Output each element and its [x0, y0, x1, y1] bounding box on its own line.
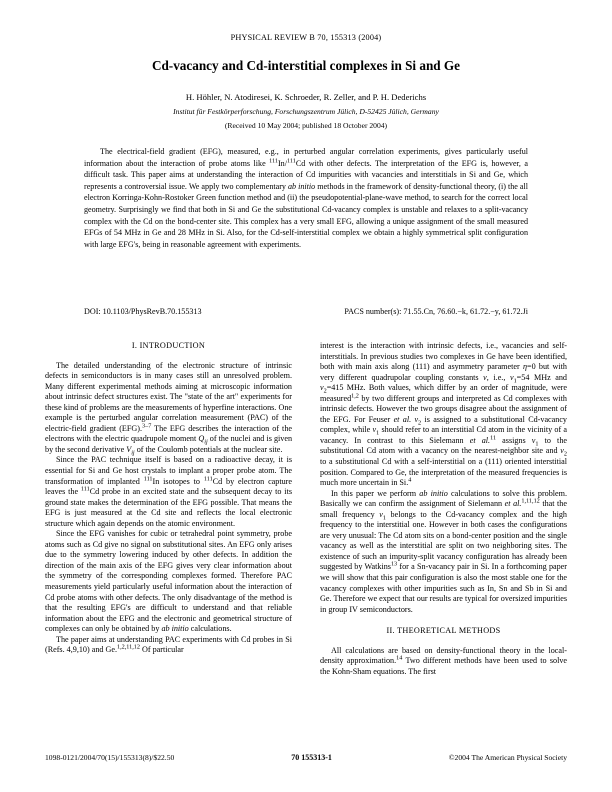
left-column [45, 341, 292, 656]
section-heading-theoretical-methods: II. THEORETICAL METHODS [386, 626, 501, 636]
page-title: Cd-vacancy and Cd-interstitial complexes in Si and Ge [151, 58, 461, 73]
pacs: PACS number(s): 71.55.Cn, 76.60.−k, 61.72.−y, 61.72.Ji [344, 307, 528, 316]
right-column [320, 341, 567, 677]
doi-pacs-line [84, 307, 528, 316]
footer-page-number: 70 155313-1 [291, 753, 332, 762]
journal-header: PHYSICAL REVIEW B 70, 155313 (2004) [230, 33, 382, 42]
body-columns [45, 341, 567, 741]
footer-right: ©2004 The American Physical Society [448, 753, 567, 762]
paragraph: In this paper we perform ab initio calculations to solve this problem. Basically we can confirm the assignment of Sielemann et al.$^{1,11,12}$ that the small frequency $\nu_1$ belongs to the Cd-vacancy complex and the high frequency to the interstitial one. However in both cases the configurations are very unusual: The Cd atom sits on a bond-center position and the single vacancy as well as the interstitial are split on two neighboring sites. The existence of such an impurity-split vacancy configuration has already been suggested by Watkins$^{13}$ for a Sn-vacancy pair in Si. In a forthcoming paper we will show that this pair configuration is also the most stable one for the vacancy complexes with other impurities such as In, Sn and Sb in Si and Ge. Therefore we expect that our results are typical for oversized impurities in group IV semiconductors. [320, 488, 567, 614]
author-list: H. Höhler, N. Atodiresei, K. Schroeder, R. Zeller, and P. H. Dederichs [185, 92, 427, 102]
paragraph: interest is the interaction with intrinsic defects, i.e., vacancies and self-interstitials. In previous studies two complexes in Ge have been identified, both with main axis along (111) and asymmetry parameter η=0 but with very different quadrupolar coupling constants ν, i.e., $\nu_1=54$ MHz and $\nu_2=415$ MHz. Both values, which differ by an order of magnitude, were measured$^{1,2}$ by two different groups and interpreted as Cd complexes with intrinsic defects. However the two groups disagree about the assignment of the EFG. For Feuser et al. $\nu_2$ is assigned to a substitutional Cd-vacancy complex, while $\nu_1$ should refer to an interstitial Cd atom in the vicinity of a vacancy. In contrast to this Sielemann et al.$^{11}$ assigns $\nu_1$ to the substitutional Cd atom with a vacancy on the nearest-neighbor site and $\nu_2$ to a substitutional Cd with a self-interstitial on a (111) oriented interstitial position. Compared to Ge, the interpretation of the measured frequencies is much more uncertain in Si.$^4$ [320, 341, 568, 488]
doi: DOI: 10.1103/PhysRevB.70.155313 [84, 307, 202, 316]
paragraph: The paper aims at understanding PAC experiments with Cd probes in Si (Refs. 4,9,10) and Ge.$^{1,2,11,12}$ Of particular [45, 634, 292, 655]
page-footer [45, 753, 567, 762]
abstract: The electrical-field gradient (EFG), measured, e.g., in perturbed angular correlation experiments, gives particularly useful information about the interaction of probe atoms like $^{111}$In/$^{111}$Cd with other defects. The interpretation of the EFG is, however, a difficult task. This paper aims at understanding the interaction of Cd impurities with vacancies and interstitials in Si and Ge, which represents a controversial issue. We apply two complementary ab initio methods in the framework of density-functional theory, (i) the all electron Korringa-Kohn-Rostoker Green function method and (ii) the pseudopotential-plane-wave method, to search for the correct local geometry. Surprisingly we find that both in Si and Ge the substitutional Cd-vacancy complex is unstable and relaxes to a split-vacancy complex with the Cd on the bond-center site. This complex has a very small EFG, allowing a unique assignment of the small measured EFGs of 54 MHz in Ge and 28 MHz in Si. Also, for the Cd-self-interstitial complex we obtain a highly symmetrical split configuration with large EFG's, being in reasonable agreement with experiments. [84, 147, 529, 249]
affiliation: Institut für Festkörperforschung, Forschungszentrum Jülich, D-52425 Jülich, Germany [173, 107, 439, 116]
paragraph: Since the EFG vanishes for cubic or tetrahedral point symmetry, probe atoms such as Cd give no signal on substitutional sites. An EFG only arises due to the symmetry lowering induced by other defects. In addition the direction of the main axis of the EFG gives very clear information about the symmetry of the corresponding complexes formed. Therefore PAC measurements yield particularly useful information about the interaction of Cd probe atoms with other defects. The only disadvantage of the method is that the resulting EFG's are difficult to understand and that reliable information about the EFG and the electronic and geometrical structure of complexes can only be obtained by ab initio calculations. [45, 529, 292, 634]
paragraph: All calculations are based on density-functional theory in the local-density approximation.$^{14}$ Two different methods have been used to solve the Kohn-Sham equations. The first [320, 645, 567, 676]
section-heading-introduction: I. INTRODUCTION [131, 341, 206, 350]
paragraph: Since the PAC technique itself is based on a radioactive decay, it is essential for Si and Ge host crystals to implant a proper probe atom. The transformation of implanted $^{111}$In isotopes to $^{111}$Cd by electron capture leaves the $^{111}$Cd probe in an excited state and the subsequent decay to its ground state makes the determination of the EFG possible. That means the EFG is just measured at the Cd site and reflects the local electronic structure which again depends on the atomic environment. [45, 455, 292, 528]
footer-left: 1098-0121/2004/70(15)/155313(8)/$22.50 [45, 753, 175, 762]
paragraph: The detailed understanding of the electronic structure of intrinsic defects in semiconductors is in many cases still an unresolved problem. Many different experimental methods aiming at microscopic information about intrinsic defect structures exist. The "state of the art" experiments for these kind of problems are the measurements of hyperfine interactions. One example is the perturbed angular correlation measurement (PAC) of the electric-field gradient (EFG).$^{3-7}$ The EFG describes the interaction of the electrons with the electric quadrupole moment $Q_{ij}$ of the nuclei and is given by the second derivative $V_{ij}$ of the Coulomb potentials at the nuclear site. [45, 360, 293, 457]
received-date: (Received 10 May 2004; published 18 October 2004) [224, 121, 388, 130]
